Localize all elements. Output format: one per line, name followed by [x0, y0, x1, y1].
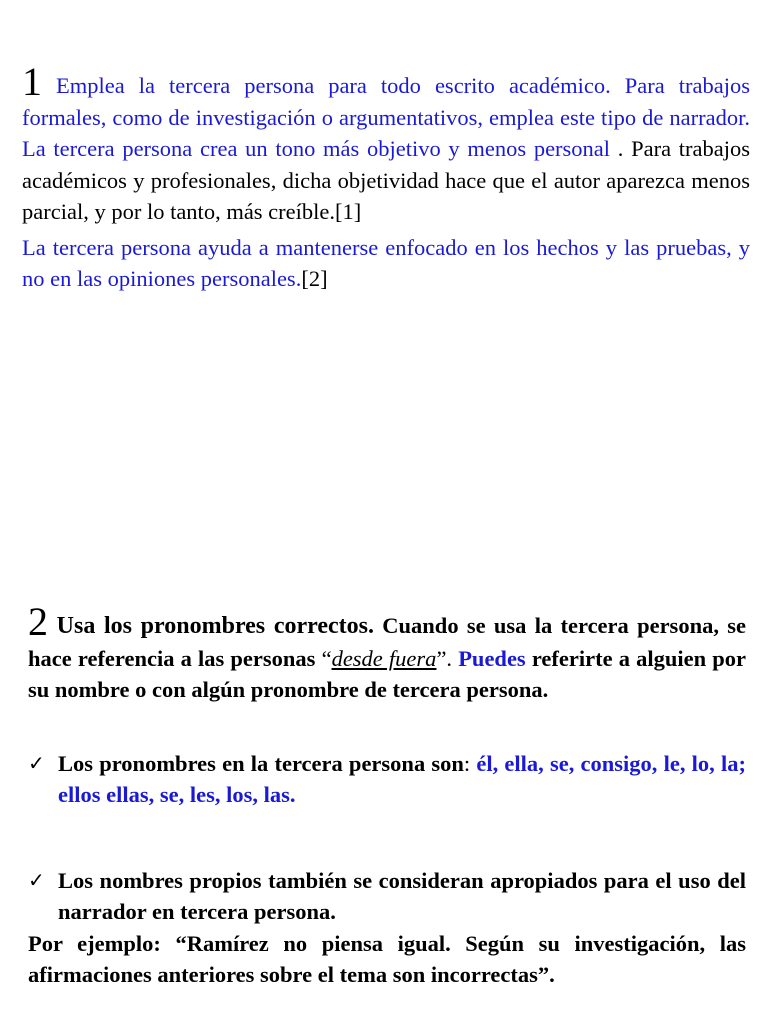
checklist-item-proper-names: [28, 865, 746, 928]
pronouns-colon: :: [463, 750, 477, 776]
section-2-intro-text-a: Cuando se usa la tercera persona, se hace referencia a las personas: [28, 613, 746, 671]
section-1-paragraph-2: [22, 232, 750, 295]
section-1-black-text: . Para trabajos académicos y profesionales, dicha objetividad hace que el autor aparezca menos parcial, y por lo tanto, más creíble.[1]: [22, 136, 750, 224]
pronouns-list: él, ella, se, consigo, le, lo, la; ellos ellas, se, les, los, las.: [58, 750, 746, 807]
example-paragraph: Por ejemplo: “Ramírez no piensa igual. Según su investigación, las afirmaciones anteriores sobre el tema son incorrectas”.: [28, 930, 746, 987]
section-2-heading: Usa los pronombres correctos.: [48, 613, 374, 639]
pronouns-label: Los pronombres en la tercera persona son: [58, 750, 464, 776]
checkmark-icon: ✓: [28, 750, 45, 775]
checkmark-icon: ✓: [28, 867, 45, 892]
section-2: [28, 599, 746, 991]
section-1-paragraph-1: [22, 59, 750, 228]
checklist-item-pronouns: [28, 748, 746, 811]
checklist-item-text: [58, 748, 746, 811]
section-2-blue-word: Puedes: [458, 645, 526, 671]
section-1: [22, 59, 750, 295]
quoted-term: desde fuera: [331, 645, 437, 671]
citation-2: [2]: [301, 266, 328, 291]
step-number-1: 1: [22, 59, 42, 104]
checklist-item-text: Los nombres propios también se consideran apropiados para el uso del narrador en tercera persona.: [58, 867, 746, 924]
close-quote: ”.: [436, 645, 459, 671]
open-quote: “: [321, 645, 332, 671]
section-2-intro-text-b: referirte a alguien por su nombre o con algún pronombre de tercera persona.: [28, 645, 746, 702]
section-1-blue-text: Emplea la tercera persona para todo escrito académico. Para trabajos formales, como de investigación o argumentativos, emplea este tipo de narrador. La tercera persona crea un tono más objetivo y menos personal: [22, 73, 750, 161]
section-2-intro: [28, 599, 746, 706]
step-number-2: 2: [28, 599, 48, 644]
section-1-para2-blue-text: La tercera persona ayuda a mantenerse enfocado en los hechos y las pruebas, y no en las opiniones personales.: [22, 234, 750, 291]
